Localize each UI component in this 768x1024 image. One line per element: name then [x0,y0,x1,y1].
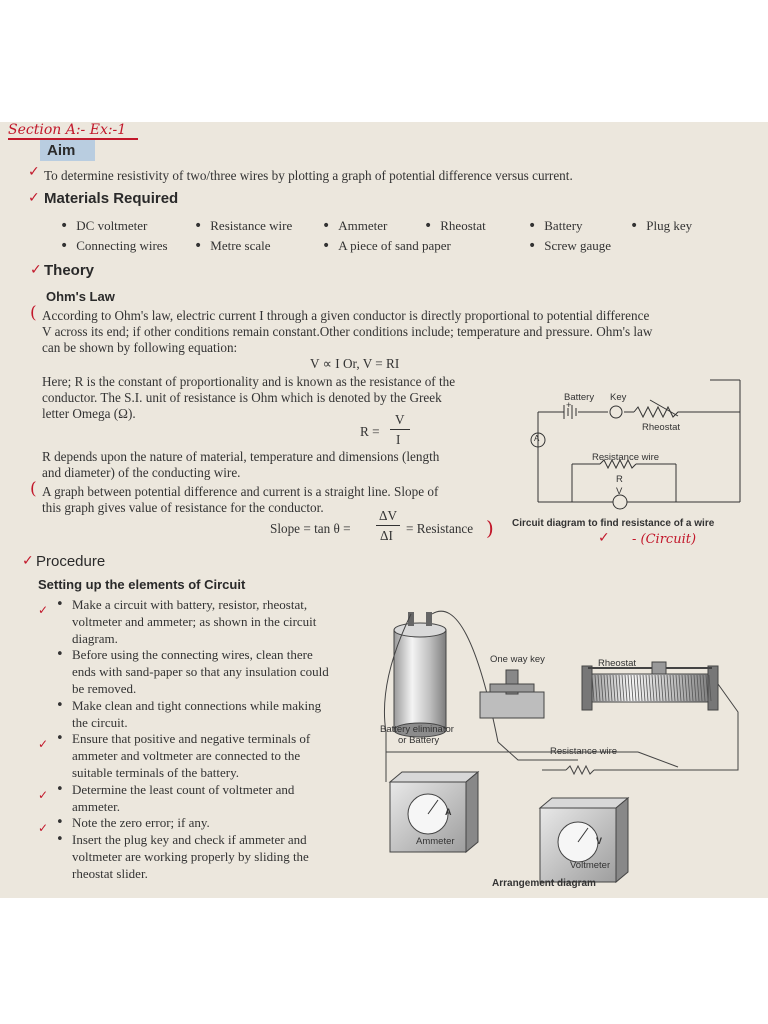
check-mark-icon: ✓ [28,164,40,180]
bracket-mark: ( [30,303,37,323]
procedure-heading: Procedure [36,553,106,570]
material-item: • Plug key [630,218,692,234]
theory-para-line: can be shown by following equation: [42,340,238,355]
materials-heading: Materials Required [44,190,179,207]
aim-text: To determine resistivity of two/three wires by plotting a graph of potential difference versus current. [44,168,573,183]
procedure-item-line: Ensure that positive and negative terminals of [72,731,311,747]
procedure-item-line: rheostat slider. [72,865,148,881]
procedure-item [52,698,364,732]
theory-para-line: Here; R is the constant of proportionality and is known as the resistance of the [42,374,456,389]
procedure-item-line: voltmeter are working properly by sliding the [72,848,309,864]
resistance-equation-lhs: R = [360,424,380,439]
circuit-label-ammeter: A [534,434,540,443]
theory-para-line: R depends upon the nature of material, temperature and dimensions (length [42,449,440,464]
procedure-item [38,731,364,781]
textbook-page [0,122,768,898]
slope-equation-rhs: = Resistance [406,521,474,536]
circuit-label-key: Key [610,392,627,403]
procedure-item-line: ammeter and voltmeter are connected to the [72,748,301,764]
bullet-icon: • [56,781,64,797]
handwritten-note: - (Circuit) [632,532,697,547]
aim-heading: Aim [40,140,95,161]
theory-para-line: conductor. The S.I. unit of resistance is Ohm which is denoted by the Greek [42,390,442,405]
bullet-icon: • [56,832,64,848]
material-item: • Rheostat [424,218,486,234]
fraction-denominator: I [396,432,401,447]
theory-para-line: V across its end; if other conditions remain constant.Other conditions include; temperature and pressure. Ohm's law [42,324,653,339]
theory-para-line: According to Ohm's law, electric current I through a given conductor is directly proportional to potential difference [42,308,650,323]
equation-ohms-law: V ∝ I Or, V = RI [310,356,400,371]
section-label: Section A:- Ex:-1 [8,122,127,138]
procedure-item-line: Make a circuit with battery, resistor, rheostat, [72,597,308,612]
material-item: • Screw gauge [528,238,611,254]
check-mark-icon: ✓ [38,603,49,617]
check-mark-icon: ✓ [38,787,49,802]
theory-para-line: A graph between potential difference and current is a straight line. Slope of [42,484,439,499]
check-mark-icon: ✓ [38,737,49,752]
circuit-diagram [500,372,760,522]
theory-para-line: and diameter) of the conducting wire. [42,465,241,480]
slope-numerator: ΔV [379,508,398,523]
fraction-bar [390,429,410,430]
procedure-item-line: Before using the connecting wires, clean there [72,647,313,663]
procedure-item-line: diagram. [72,630,118,646]
circuit-label-r: R [616,474,623,485]
procedure-item-line: Note the zero error; if any. [72,815,210,831]
bullet-icon: • [56,647,64,663]
procedure-item-line: be removed. [72,680,137,696]
procedure-item-line: Insert the plug key and check if ammeter and [72,832,307,848]
material-item: • Connecting wires [60,238,168,254]
arrangement-label-voltmeter: Voltmeter [570,860,611,871]
check-mark-icon: ✓ [598,530,610,546]
arrangement-label-rheostat: Rheostat [598,658,637,669]
bullet-icon: • [56,597,64,612]
fraction-numerator: V [395,412,405,427]
material-item: • Ammeter [322,218,387,234]
voltmeter-dial-symbol: V [596,836,603,846]
procedure-subheading: Setting up the elements of Circuit [38,577,246,592]
procedure-item-line: Determine the least count of voltmeter and [72,781,295,797]
battery-eliminator [394,612,446,737]
arrangement-label-ammeter: Ammeter [416,836,455,847]
procedure-item [38,815,364,836]
procedure-list [38,597,364,883]
material-item: • DC voltmeter [60,218,147,234]
circuit-label-rheostat: Rheostat [642,422,681,433]
circuit-caption: Circuit diagram to find resistance of a wire [512,518,715,529]
arrangement-label-resistance-wire: Resistance wire [550,746,618,757]
rheostat-coil [582,662,718,710]
circuit-label-v: V [616,486,623,497]
procedure-item-line: voltmeter and ammeter; as shown in the circuit [72,613,317,629]
bullet-icon: • [56,731,64,747]
fraction-bar [376,525,400,526]
material-item: • A piece of sand paper [322,238,451,254]
arrangement-label-one-way-key: One way key [490,654,545,665]
procedure-item-line: Make clean and tight connections while making [72,697,322,713]
ammeter-dial-symbol: A [445,807,452,817]
procedure-item [52,647,364,697]
procedure-item-line: the circuit. [72,714,128,730]
bullet-icon: • [56,697,64,713]
one-way-key [480,670,544,718]
check-mark-icon: ✓ [38,821,49,836]
bracket-mark: ( [30,479,37,499]
procedure-item-line: ammeter. [72,798,121,814]
circuit-label-resistance-wire: Resistance wire [592,452,660,463]
procedure-item-line: ends with sand-paper so that any insulation could [72,664,329,680]
material-item: • Resistance wire [194,218,292,234]
arrangement-label-battery-eliminator: Battery eliminator [380,724,454,735]
bracket-mark: ) [486,516,494,540]
procedure-item-line: suitable terminals of the battery. [72,764,240,780]
procedure-item [52,832,364,882]
ohms-law-heading: Ohm's Law [46,289,115,304]
arrangement-label-or-battery: or Battery [398,735,440,746]
procedure-item [38,597,364,647]
arrangement-caption: Arrangement diagram [492,878,596,889]
theory-para-line: this graph gives value of resistance for the conductor. [42,500,324,515]
material-item: • Metre scale [194,238,271,254]
check-mark-icon: ✓ [30,262,42,278]
circuit-label-plus: + [566,400,572,411]
slope-equation-lhs: Slope = tan θ = [270,521,351,536]
theory-para-line: letter Omega (Ω). [42,406,136,421]
check-mark-icon: ✓ [28,190,40,206]
material-item: • Battery [528,218,583,234]
circuit-label-battery: Battery [564,392,595,403]
slope-denominator: ΔI [380,528,393,543]
procedure-item [38,781,364,816]
check-mark-icon: ✓ [22,553,34,569]
bullet-icon: • [56,815,64,831]
theory-heading: Theory [44,262,95,279]
